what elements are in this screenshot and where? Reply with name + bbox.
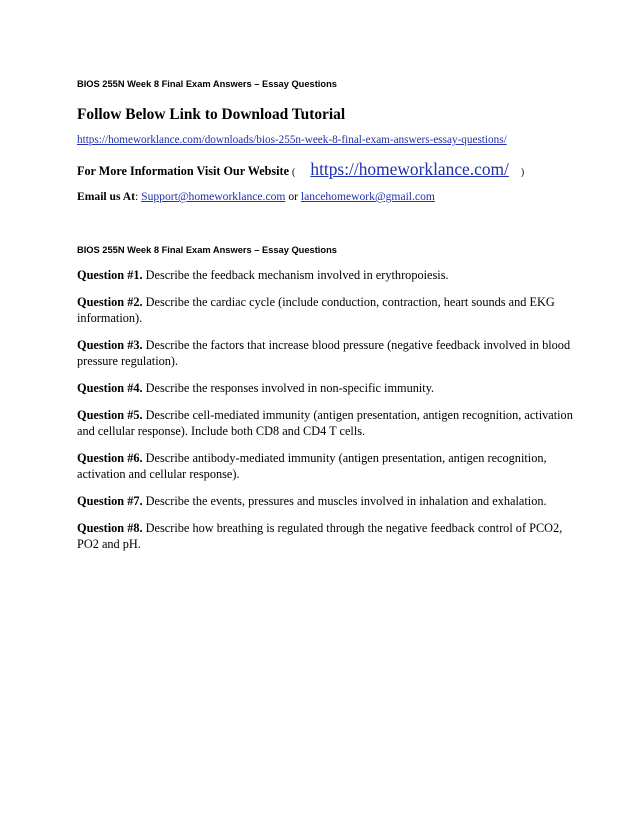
question-item [77,337,577,369]
question-text: Describe the feedback mechanism involved in erythropoiesis. [145,268,449,282]
paren-close: ) [520,167,525,178]
question-item [77,493,577,509]
email-colon: : [134,190,139,203]
question-number: Question #8. [77,521,143,535]
question-text: Describe the events, pressures and muscles involved in inhalation and exhalation. [145,494,547,508]
question-number: Question #4. [77,381,143,395]
email-secondary-link[interactable]: lancehomework@gmail.com [300,190,435,203]
document-top-title: BIOS 255N Week 8 Final Exam Answers – Essay Questions [77,79,337,89]
question-text: Describe the cardiac cycle (include conduction, contraction, heart sounds and EKG information). [77,295,555,325]
question-item [77,294,577,326]
question-number: Question #6. [77,451,143,465]
question-number: Question #2. [77,295,143,309]
download-heading: Follow Below Link to Download Tutorial [77,106,346,123]
question-item [77,407,577,439]
paren-open: ( [292,167,296,178]
question-number: Question #7. [77,494,143,508]
website-link[interactable]: https://homeworklance.com/ [310,159,509,179]
question-number: Question #1. [77,268,143,282]
question-text: Describe the factors that increase blood pressure (negative feedback involved in blood pressure regulation). [77,338,571,368]
question-text: Describe antibody-mediated immunity (antigen presentation, antigen recognition, activation and cellular response). [77,451,547,481]
email-line [77,190,577,204]
question-number: Question #3. [77,338,143,352]
question-text: Describe cell-mediated immunity (antigen presentation, antigen recognition, activation and cellular response). Include both CD8 and CD4 T cells. [77,408,573,438]
question-number: Question #5. [77,408,143,422]
document-content [77,78,577,563]
email-or: or [288,190,298,203]
question-item [77,520,577,552]
question-text: Describe the responses involved in non-specific immunity. [145,381,435,395]
email-label: Email us At [77,190,135,203]
more-info-label: For More Information Visit Our Website [77,164,290,178]
question-text: Describe how breathing is regulated through the negative feedback control of PCO2, PO2 and pH. [77,521,563,551]
question-item [77,267,577,283]
email-primary-link[interactable]: Support@homeworklance.com [141,190,286,203]
more-info-line [77,159,577,180]
section-title: BIOS 255N Week 8 Final Exam Answers – Essay Questions [77,245,337,255]
question-item [77,450,577,482]
download-link[interactable]: https://homeworklance.com/downloads/bios-255n-week-8-final-exam-answers-essay-questions/ [77,134,507,146]
question-item [77,380,577,396]
questions-list [77,267,577,552]
